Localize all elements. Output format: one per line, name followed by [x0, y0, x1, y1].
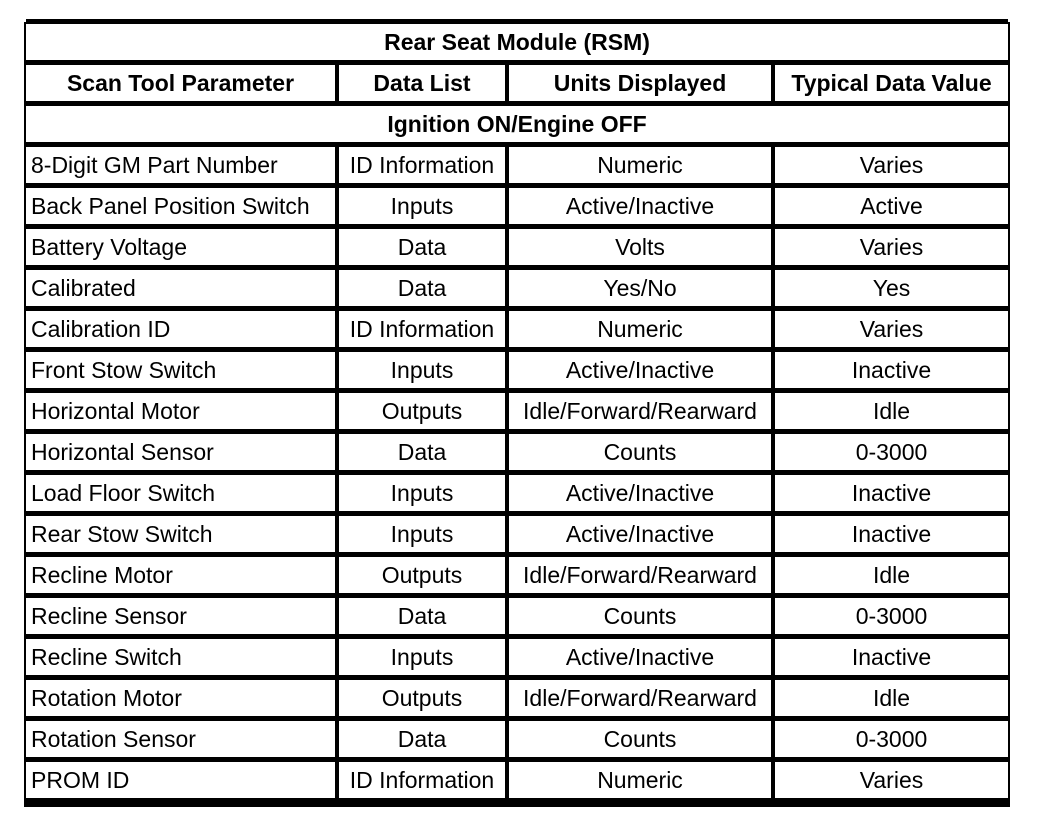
cell-data-list: Data — [339, 229, 509, 265]
table-row — [26, 270, 1008, 306]
cell-parameter: Front Stow Switch — [26, 352, 339, 388]
table-row — [26, 188, 1008, 224]
cell-typical-value: Yes — [775, 270, 1008, 306]
cell-data-list: Inputs — [339, 188, 509, 224]
cell-units: Yes/No — [509, 270, 775, 306]
cell-data-list: ID Information — [339, 762, 509, 798]
table-row — [26, 352, 1008, 388]
cell-typical-value: Varies — [775, 229, 1008, 265]
header-scan-tool-parameter: Scan Tool Parameter — [26, 65, 339, 101]
cell-units: Idle/Forward/Rearward — [509, 393, 775, 429]
cell-data-list: Inputs — [339, 639, 509, 675]
cell-typical-value: Inactive — [775, 352, 1008, 388]
table-row — [26, 721, 1008, 757]
cell-typical-value: 0-3000 — [775, 434, 1008, 470]
cell-data-list: Data — [339, 721, 509, 757]
header-units-displayed: Units Displayed — [509, 65, 775, 101]
table-row — [26, 516, 1008, 552]
table-row — [26, 434, 1008, 470]
cell-units: Counts — [509, 434, 775, 470]
cell-parameter: Calibrated — [26, 270, 339, 306]
table-row — [26, 639, 1008, 675]
rsm-data-table — [26, 19, 1008, 803]
cell-parameter: Back Panel Position Switch — [26, 188, 339, 224]
cell-units: Idle/Forward/Rearward — [509, 557, 775, 593]
table-row — [26, 557, 1008, 593]
cell-units: Volts — [509, 229, 775, 265]
table-row — [26, 475, 1008, 511]
cell-typical-value: Varies — [775, 311, 1008, 347]
cell-typical-value: Idle — [775, 680, 1008, 716]
cell-parameter: 8-Digit GM Part Number — [26, 147, 339, 183]
cell-typical-value: Inactive — [775, 516, 1008, 552]
cell-parameter: Horizontal Motor — [26, 393, 339, 429]
cell-parameter: Battery Voltage — [26, 229, 339, 265]
cell-typical-value: Idle — [775, 393, 1008, 429]
table-row — [26, 762, 1008, 798]
cell-typical-value: 0-3000 — [775, 598, 1008, 634]
header-typical-data-value: Typical Data Value — [775, 65, 1008, 101]
cell-parameter: PROM ID — [26, 762, 339, 798]
table-row — [26, 311, 1008, 347]
cell-parameter: Recline Switch — [26, 639, 339, 675]
cell-units: Active/Inactive — [509, 475, 775, 511]
cell-parameter: Recline Motor — [26, 557, 339, 593]
table-row — [26, 393, 1008, 429]
cell-parameter: Rotation Sensor — [26, 721, 339, 757]
data-table-frame — [24, 22, 1010, 807]
cell-units: Active/Inactive — [509, 516, 775, 552]
cell-typical-value: Varies — [775, 762, 1008, 798]
cell-data-list: ID Information — [339, 311, 509, 347]
cell-typical-value: Idle — [775, 557, 1008, 593]
cell-parameter: Calibration ID — [26, 311, 339, 347]
cell-data-list: Outputs — [339, 393, 509, 429]
cell-data-list: Outputs — [339, 557, 509, 593]
cell-data-list: Data — [339, 434, 509, 470]
table-title: Rear Seat Module (RSM) — [26, 24, 1008, 60]
cell-typical-value: Inactive — [775, 475, 1008, 511]
cell-units: Numeric — [509, 762, 775, 798]
cell-units: Counts — [509, 598, 775, 634]
cell-units: Numeric — [509, 147, 775, 183]
cell-units: Active/Inactive — [509, 188, 775, 224]
cell-typical-value: Active — [775, 188, 1008, 224]
cell-parameter: Horizontal Sensor — [26, 434, 339, 470]
cell-parameter: Load Floor Switch — [26, 475, 339, 511]
cell-parameter: Rotation Motor — [26, 680, 339, 716]
cell-typical-value: Varies — [775, 147, 1008, 183]
cell-units: Active/Inactive — [509, 352, 775, 388]
table-row — [26, 147, 1008, 183]
cell-parameter: Recline Sensor — [26, 598, 339, 634]
cell-units: Numeric — [509, 311, 775, 347]
cell-data-list: Data — [339, 270, 509, 306]
cell-typical-value: 0-3000 — [775, 721, 1008, 757]
table-header-row — [26, 65, 1008, 101]
table-row — [26, 598, 1008, 634]
table-row — [26, 229, 1008, 265]
table-title-row — [26, 24, 1008, 60]
table-body — [26, 147, 1008, 798]
cell-data-list: ID Information — [339, 147, 509, 183]
cell-units: Counts — [509, 721, 775, 757]
cell-data-list: Data — [339, 598, 509, 634]
header-data-list: Data List — [339, 65, 509, 101]
cell-typical-value: Inactive — [775, 639, 1008, 675]
cell-data-list: Outputs — [339, 680, 509, 716]
table-row — [26, 680, 1008, 716]
cell-data-list: Inputs — [339, 352, 509, 388]
cell-data-list: Inputs — [339, 475, 509, 511]
cell-units: Idle/Forward/Rearward — [509, 680, 775, 716]
section-heading: Ignition ON/Engine OFF — [26, 106, 1008, 142]
cell-data-list: Inputs — [339, 516, 509, 552]
cell-units: Active/Inactive — [509, 639, 775, 675]
cell-parameter: Rear Stow Switch — [26, 516, 339, 552]
table-section-row — [26, 106, 1008, 142]
